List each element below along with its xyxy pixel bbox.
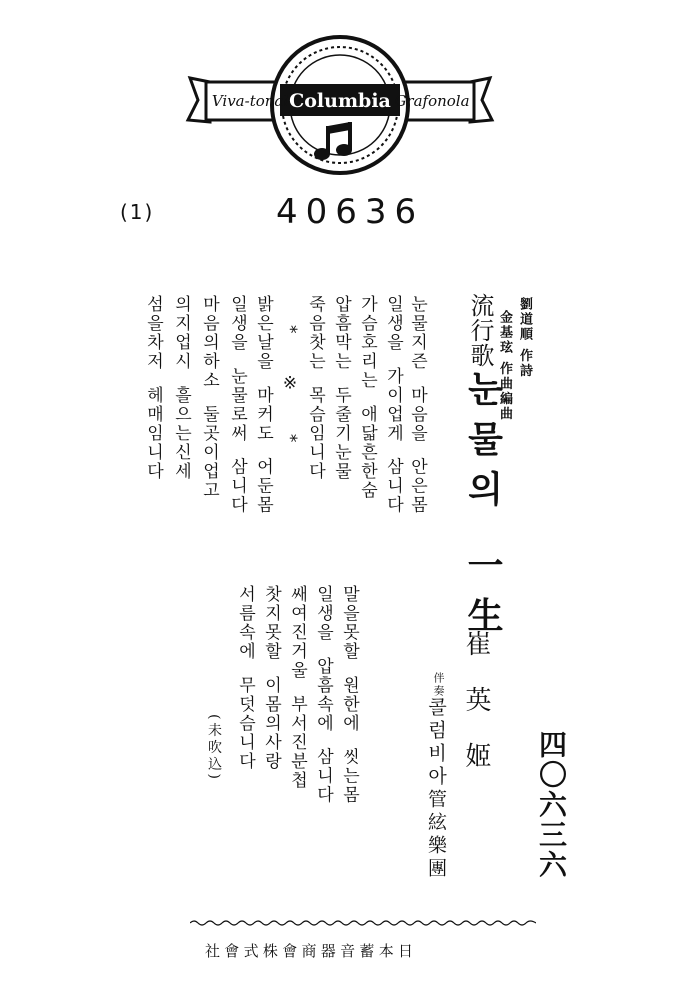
- lyric-line: 찻지못할 이몸의사랑: [261, 585, 281, 771]
- lyric-line: 가슴호리는 애닯흔한숨: [357, 295, 377, 500]
- lyric-line: 서름속에 무덧슴니다: [235, 585, 255, 771]
- song-title: 눈물의 一生: [462, 370, 504, 647]
- lyric-line: 죽음찻는 목슴임니다: [305, 295, 325, 481]
- record-number: 40636: [276, 192, 425, 232]
- logo-left-text: Viva-tonal: [211, 92, 289, 110]
- lyric-line: 일생을 가이업게 삼니다: [383, 295, 403, 515]
- lyric-line: 일생을 압흠속에 삼니다: [313, 585, 333, 805]
- lyric-line: 의지업시 흘으는신세: [171, 295, 191, 481]
- genre-label: 流行歌: [466, 293, 494, 368]
- performance-label: 伴奏: [432, 672, 445, 698]
- lyric-line: 밝은날을 마커도 어둔몸: [253, 295, 273, 515]
- lyric-line: 쌔여진거울 부서진분첩: [287, 585, 307, 790]
- unrecorded-note: (未吹込): [206, 714, 222, 782]
- logo-right-text: Grafonola: [394, 92, 470, 110]
- composer: 金基玹 作曲編曲: [497, 310, 512, 422]
- columbia-logo: [180, 30, 500, 180]
- singer: 崔英姬: [461, 630, 491, 798]
- orchestra: 콜럼비아管絃樂團: [425, 697, 447, 881]
- lyric-line: 섬을차저 헤매임니다: [143, 295, 163, 481]
- side-number: (1): [120, 200, 155, 224]
- publisher: 社會式株會商器音蓄本日: [205, 942, 418, 960]
- lyric-line: 마음의하소 둘곳이업고: [199, 295, 219, 500]
- record-number-kanji: 四〇六三六: [535, 730, 568, 880]
- lyric-line: 눈물지즌 마음을 안은몸: [407, 295, 427, 515]
- logo-center-text: Columbia: [289, 90, 391, 112]
- lyric-line: 압흠막는 두줄기눈물: [331, 295, 351, 481]
- wavy-divider: [190, 918, 536, 928]
- lyric-line: 일생을 눈물로써 삼니다: [227, 295, 247, 515]
- verse-separator: * ※ *: [280, 325, 300, 449]
- lyric-line: 말을못할 원한에 씻는몸: [339, 585, 359, 805]
- lyricist: 劉道順 作詩: [517, 297, 532, 379]
